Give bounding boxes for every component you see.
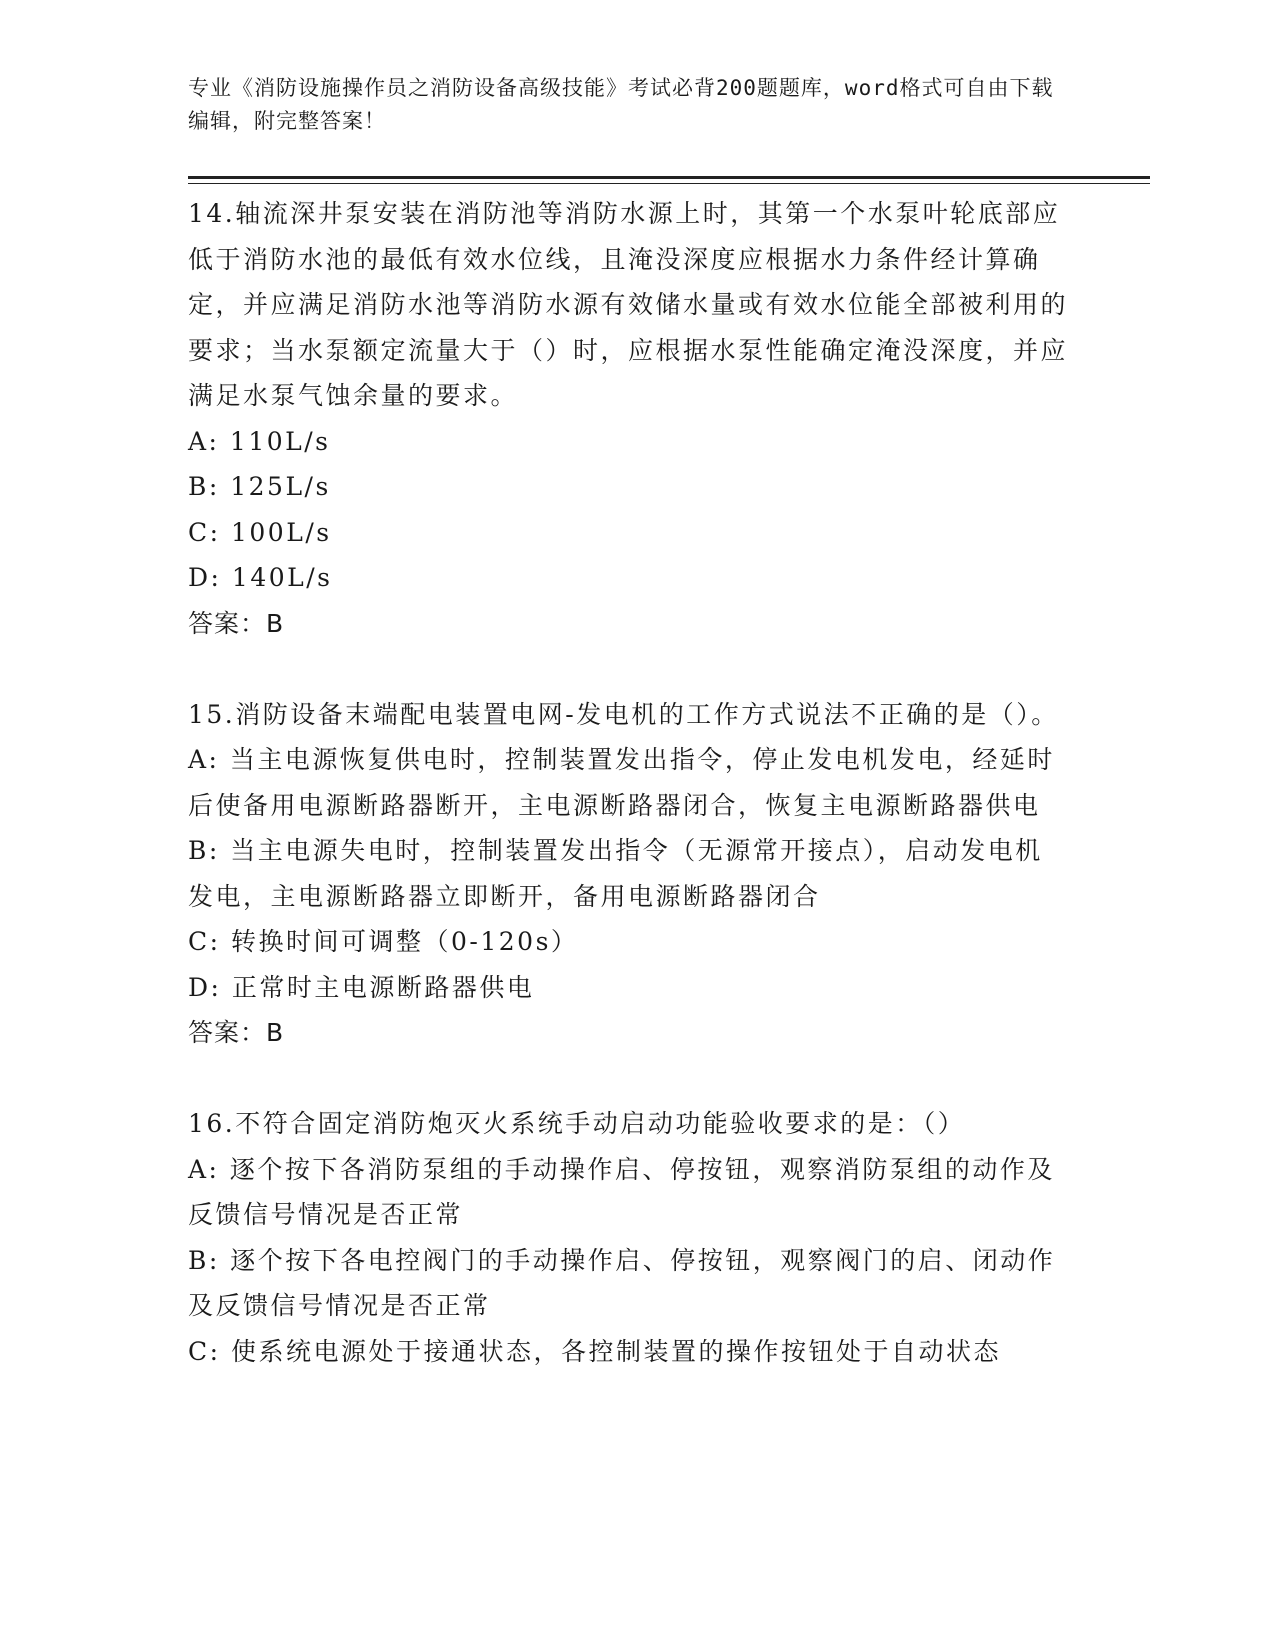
option-a: A: 逐个按下各消防泵组的手动操作启、停按钮，观察消防泵组的动作及反馈信号情况是否正常 [188,1154,1055,1229]
header-rule-thin [188,183,1150,184]
question-stem: 14.轴流深井泵安装在消防池等消防水源上时，其第一个水泵叶轮底部应低于消防水池的最低有效水位线，且淹没深度应根据水力条件经计算确定，并应满足消防水池等消防水源有效储水量或有效水位能全部被利用的要求；当水泵额定流量大于（）时，应根据水泵性能确定淹没深度，并应满足水泵气蚀余量的要求。 [188,199,1069,410]
question-15 [188,692,1068,1056]
page-header: 专业《消防设施操作员之消防设备高级技能》考试必背200题题库，word格式可自由下载编辑，附完整答案！ [188,76,1054,133]
option-c: C: 使系统电源处于接通状态，各控制装置的操作按钮处于自动状态 [188,1336,1002,1366]
answer-line: 答案：B [188,608,285,638]
question-list [188,191,1068,1374]
option-d: D: 正常时主电源断路器供电 [188,972,535,1002]
option-b: B: 当主电源失电时，控制装置发出指令（无源常开接点），启动发电机发电，主电源断路器立即断开，备用电源断路器闭合 [188,836,1043,911]
option-c: C: 转换时间可调整（0-120s） [188,927,579,956]
answer-line: 答案：B [188,1018,285,1047]
question-spacer [188,646,1068,692]
option-a: A: 110L/s [188,426,331,456]
question-stem: 15.消防设备末端配电装置电网-发电机的工作方式说法不正确的是（）。 [188,699,1059,729]
option-a: A: 当主电源恢复供电时，控制装置发出指令，停止发电机发电，经延时后使备用电源断路器断开，主电源断路器闭合，恢复主电源断路器供电 [188,745,1055,820]
option-c: C: 100L/s [188,517,332,547]
question-16 [188,1101,1068,1374]
question-spacer [188,1056,1068,1102]
option-d: D: 140L/s [188,563,333,592]
option-b: B: 125L/s [188,472,331,501]
question-14 [188,191,1068,646]
header-rule-thick [188,176,1150,179]
question-stem: 16.不符合固定消防炮灭火系统手动启动功能验收要求的是：（） [188,1109,966,1138]
option-b: B: 逐个按下各电控阀门的手动操作启、停按钮，观察阀门的启、闭动作及反馈信号情况是否正常 [188,1245,1056,1320]
